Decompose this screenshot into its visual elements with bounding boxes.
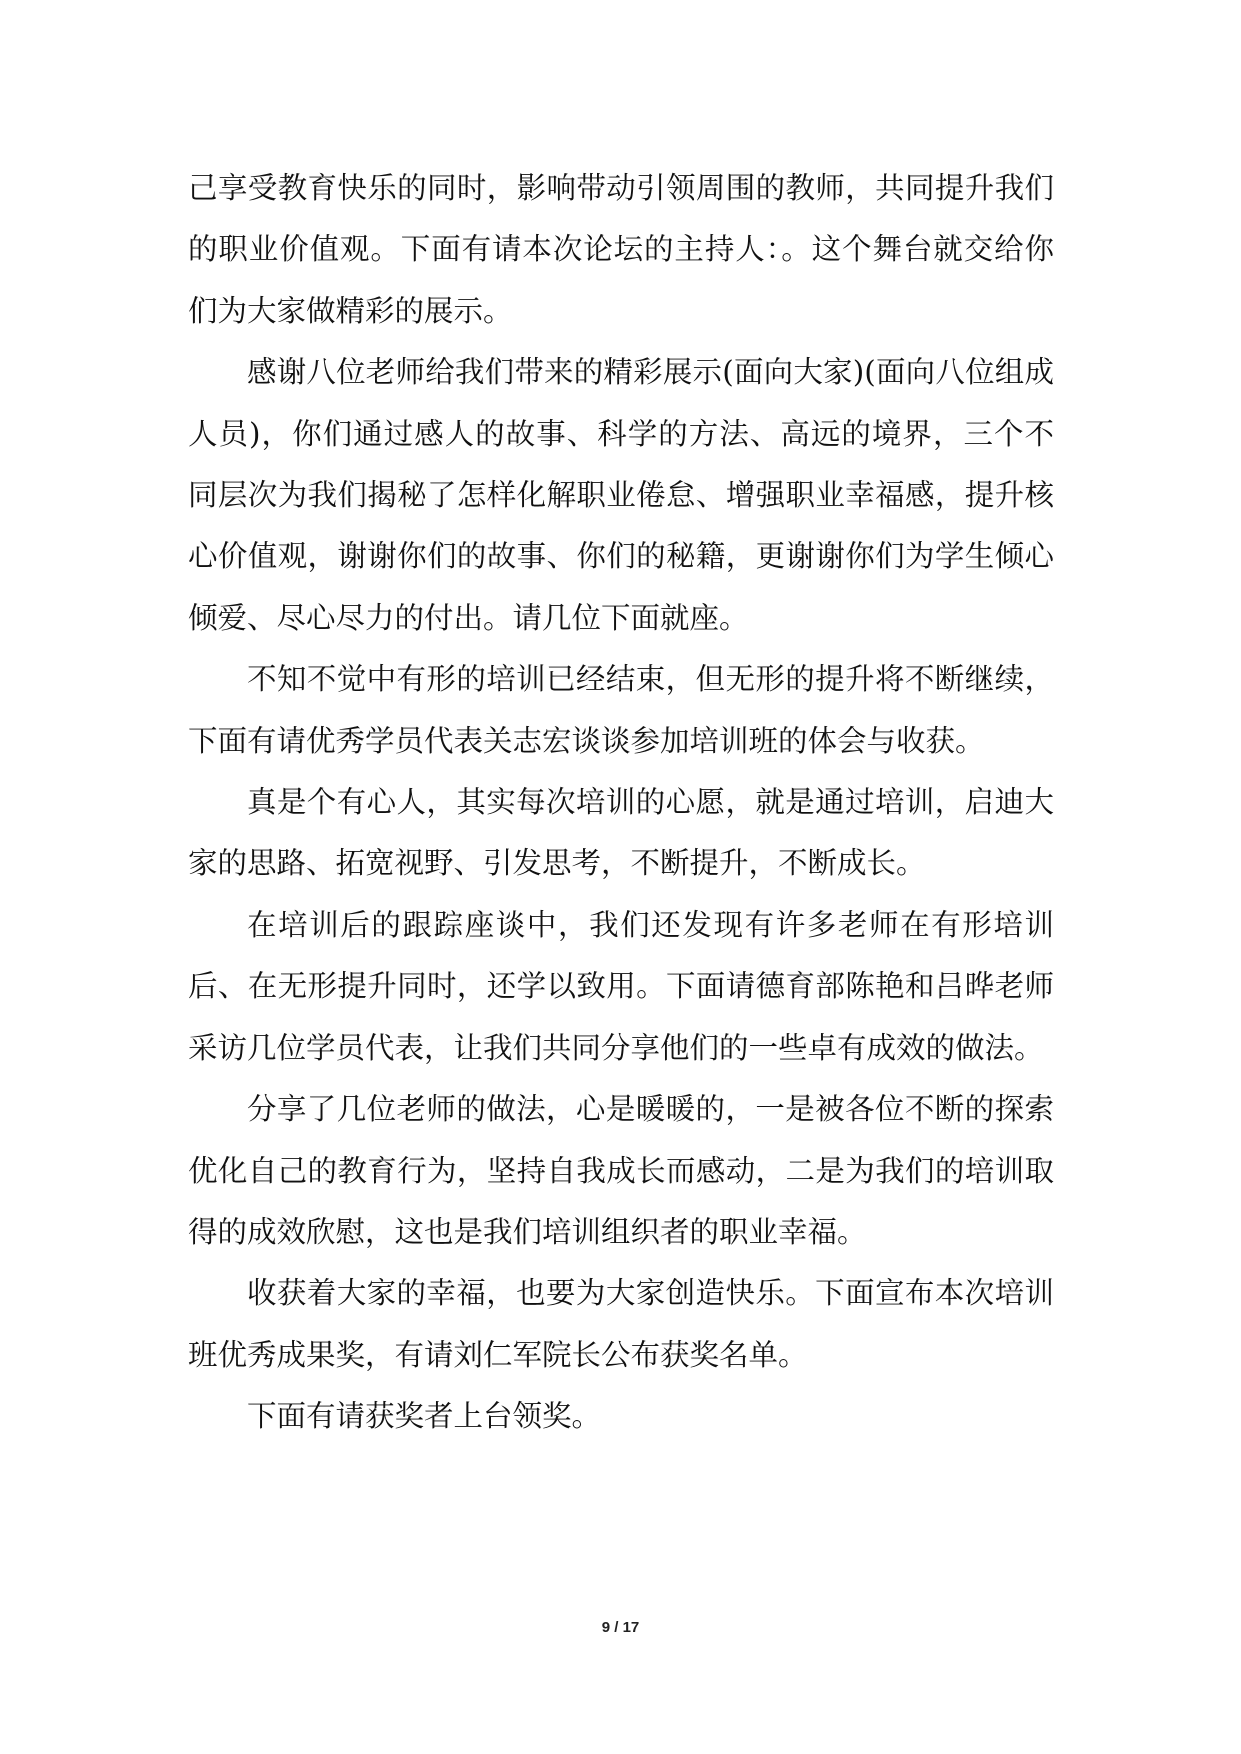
paragraph-continuation: 己享受教育快乐的同时，影响带动引领周围的教师，共同提升我们的职业价值观。下面有请本次论坛的主持人：。这个舞台就交给你们为大家做精彩的展示。 bbox=[188, 171, 1054, 328]
document-body bbox=[188, 158, 1054, 1448]
paragraph: 在培训后的跟踪座谈中，我们还发现有许多老师在有形培训后、在无形提升同时，还学以致用。下面请德育部陈艳和吕晔老师采访几位学员代表，让我们共同分享他们的一些卓有成效的做法。 bbox=[188, 907, 1054, 1065]
paragraph: 分享了几位老师的做法，心是暖暖的，一是被各位不断的探索优化自己的教育行为，坚持自我成长而感动，二是为我们的培训取得的成效欣慰，这也是我们培训组织者的职业幸福。 bbox=[188, 1092, 1054, 1249]
paragraph: 下面有请获奖者上台领奖。 bbox=[247, 1399, 602, 1434]
paragraph: 感谢八位老师给我们带来的精彩展示(面向大家)(面向八位组成人员)，你们通过感人的故事、科学的方法、高远的境界，三个不同层次为我们揭秘了怎样化解职业倦怠、增强职业幸福感，提升核心价值观，谢谢你们的故事、你们的秘籍，更谢谢你们为学生倾心倾爱、尽心尽力的付出。请几位下面就座。 bbox=[188, 355, 1054, 635]
paragraph: 不知不觉中有形的培训已经结束，但无形的提升将不断继续，下面有请优秀学员代表关志宏谈谈参加培训班的体会与收获。 bbox=[188, 662, 1054, 758]
page-number: 9 / 17 bbox=[601, 1619, 640, 1636]
paragraph: 收获着大家的幸福，也要为大家创造快乐。下面宣布本次培训班优秀成果奖，有请刘仁军院长公布获奖名单。 bbox=[188, 1276, 1054, 1372]
paragraph: 真是个有心人，其实每次培训的心愿，就是通过培训，启迪大家的思路、拓宽视野、引发思考，不断提升，不断成长。 bbox=[188, 785, 1054, 881]
